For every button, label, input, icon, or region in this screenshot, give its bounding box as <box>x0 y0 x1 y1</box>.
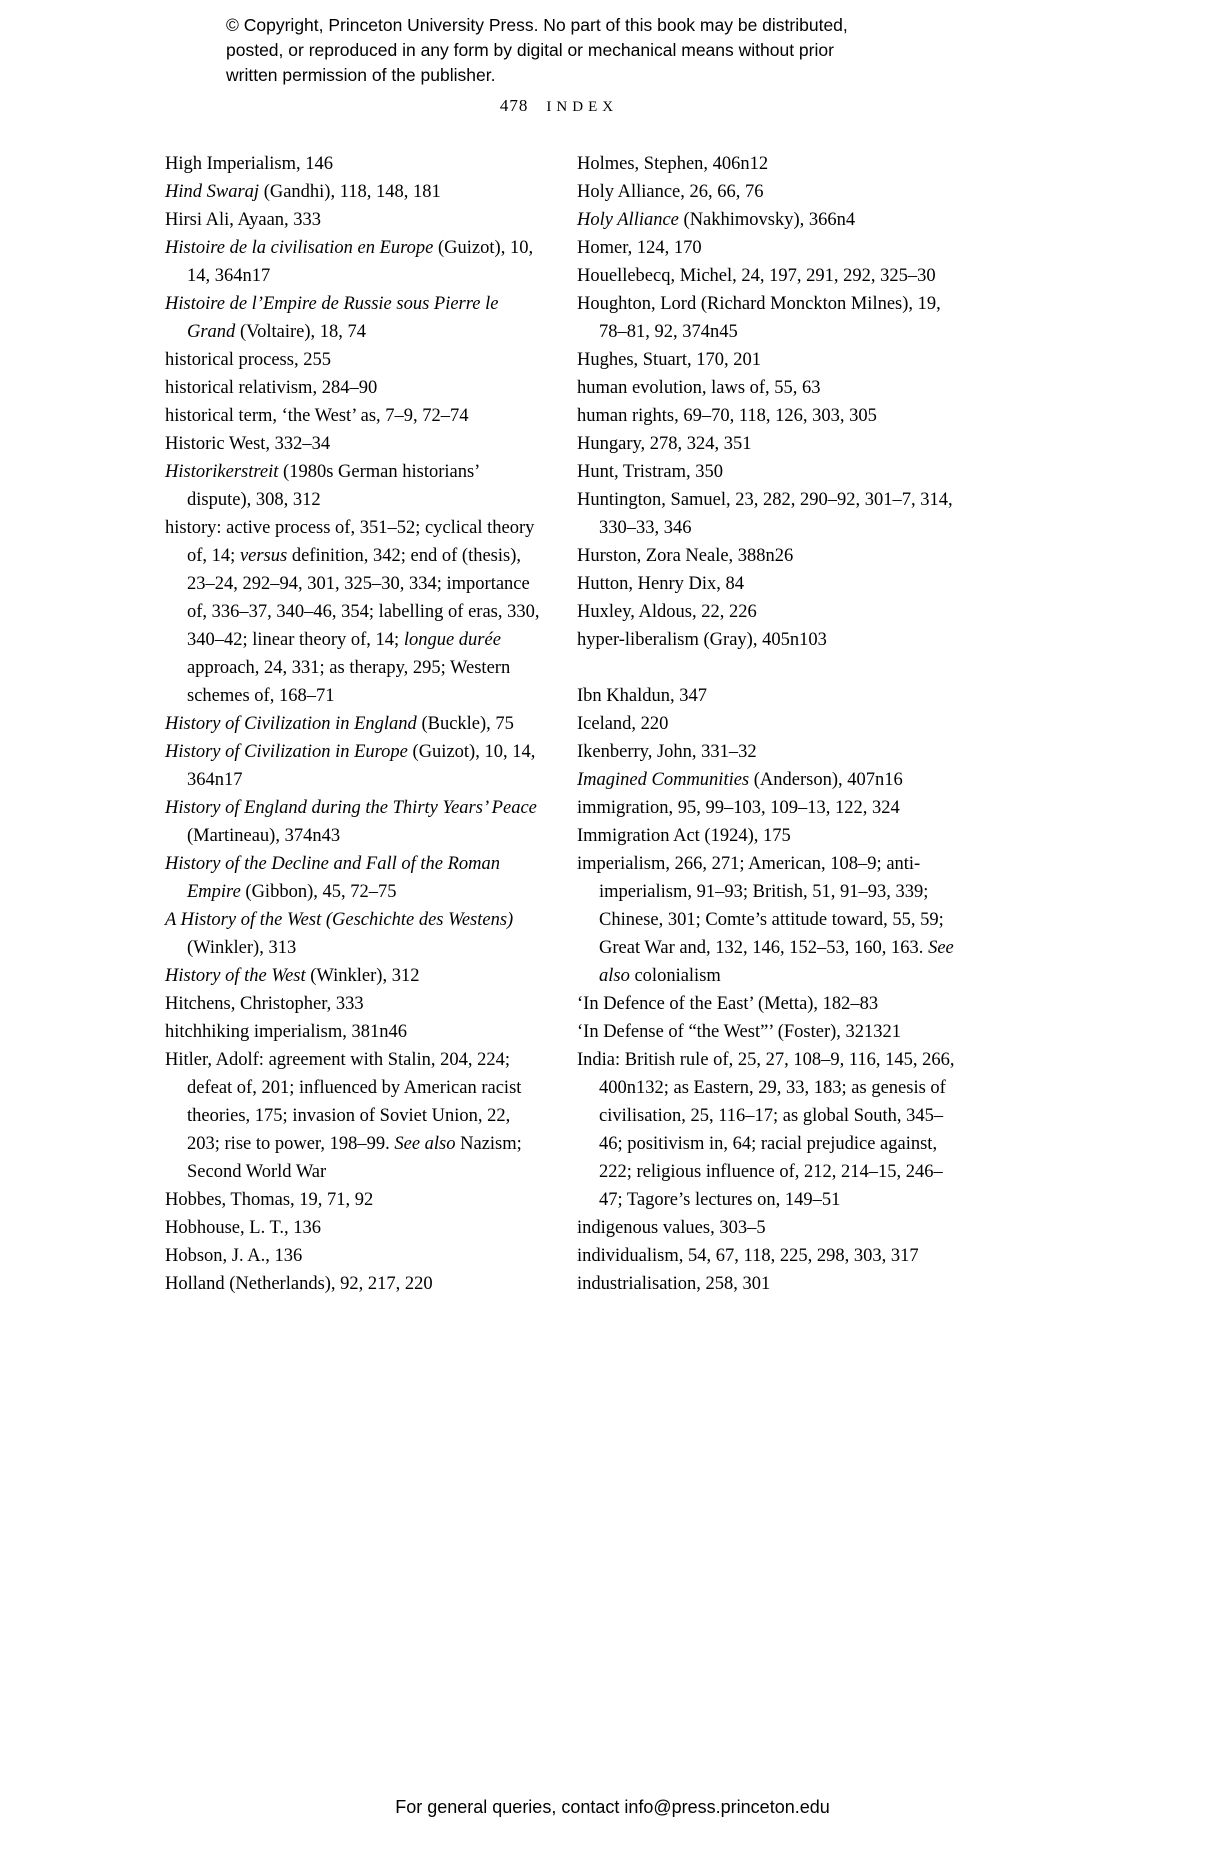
entry-text: (Martineau), 374n43 <box>187 826 341 846</box>
entry-text: Hunt, Tristram, 350 <box>577 462 723 482</box>
index-entry <box>577 1046 957 1214</box>
entry-text: ‘In Defence of the East’ (Metta), 182–83 <box>577 994 879 1014</box>
entry-text: Ibn Khaldun, 347 <box>577 686 707 706</box>
index-entry <box>577 178 957 206</box>
index-entry <box>577 1270 957 1298</box>
entry-text: colonialism <box>629 966 721 986</box>
entry-text: hyper-liberalism (Gray), 405n103 <box>577 630 827 650</box>
index-entry <box>165 1214 545 1242</box>
index-entry <box>577 262 957 290</box>
entry-text: (Gandhi), 118, 148, 181 <box>259 182 441 202</box>
index-entry <box>577 458 957 486</box>
entry-text: Hind Swaraj <box>165 182 260 202</box>
footer-contact-text: For general queries, contact info@press.princeton.edu <box>395 1797 830 1817</box>
entry-text: (Guizot), 10, 14, 364n17 <box>187 238 534 286</box>
entry-text: Ikenberry, John, 331–32 <box>577 742 757 762</box>
entry-text: historical process, 255 <box>165 350 331 370</box>
index-column-left <box>165 150 545 1298</box>
index-entry <box>577 822 957 850</box>
entry-text: (Winkler), 313 <box>187 938 297 958</box>
index-entry <box>165 1018 545 1046</box>
entry-text: (Guizot), 10, 14, 364n17 <box>187 742 536 790</box>
entry-text: Hobhouse, L. T., 136 <box>165 1218 322 1238</box>
entry-text: Hobbes, Thomas, 19, 71, 92 <box>165 1190 374 1210</box>
entry-text: (Anderson), 407n16 <box>749 770 903 790</box>
entry-text: Historikerstreit <box>165 462 279 482</box>
entry-text: approach, 24, 331; as therapy, 295; Western schemes of, 168–71 <box>187 658 511 706</box>
entry-text: human evolution, laws of, 55, 63 <box>577 378 821 398</box>
index-column-right <box>577 150 957 1298</box>
section-title: INDEX <box>546 99 619 115</box>
index-entry <box>577 990 957 1018</box>
index-entry <box>577 486 957 542</box>
entry-text: Immigration Act (1924), 175 <box>577 826 791 846</box>
index-entry <box>577 346 957 374</box>
index-entry <box>165 710 545 738</box>
entry-text: Huxley, Aldous, 22, 226 <box>577 602 757 622</box>
entry-text: History of the Decline and Fall of the Roman Empire <box>165 854 500 902</box>
index-entry <box>165 1046 545 1186</box>
index-entry <box>165 1242 545 1270</box>
index-entry <box>165 906 545 962</box>
entry-text: History of Civilization in England <box>165 714 417 734</box>
index-entry <box>165 430 545 458</box>
index-entry <box>165 346 545 374</box>
index-entry <box>165 402 545 430</box>
index-entry <box>577 1242 957 1270</box>
index-entry <box>577 1214 957 1242</box>
entry-text: See also <box>394 1134 456 1154</box>
entry-text: Historic West, 332–34 <box>165 434 331 454</box>
index-entry <box>577 374 957 402</box>
entry-text: See also <box>599 938 954 986</box>
index-entry <box>577 794 957 822</box>
entry-text: Huntington, Samuel, 23, 282, 290–92, 301–7, 314, 330–33, 346 <box>577 490 953 538</box>
entry-text: Holmes, Stephen, 406n12 <box>577 154 769 174</box>
entry-text: versus <box>239 546 288 566</box>
entry-text: Histoire de l’Empire de Russie sous Pierre le Grand <box>165 294 499 342</box>
entry-text: (Winkler), 312 <box>305 966 420 986</box>
index-entry <box>577 430 957 458</box>
index-entry <box>577 206 957 234</box>
index-entry <box>577 710 957 738</box>
index-entry <box>577 682 957 710</box>
entry-text: Hitler, Adolf: agreement with Stalin, 204, 224; defeat of, 201; influenced by American racist theories, 175; invasion of Soviet Union, 22, 203; rise to power, 198–99. <box>165 1050 522 1154</box>
entry-text: History of Civilization in Europe <box>165 742 408 762</box>
entry-text: individualism, 54, 67, 118, 225, 298, 303, 317 <box>577 1246 919 1266</box>
entry-text: Holy Alliance <box>577 210 679 230</box>
entry-text: Nazism; Second World War <box>187 1134 522 1182</box>
entry-text: hitchhiking imperialism, 381n46 <box>165 1022 408 1042</box>
index-entry <box>577 402 957 430</box>
entry-text: Homer, 124, 170 <box>577 238 702 258</box>
entry-text: Iceland, 220 <box>577 714 669 734</box>
index-entry <box>165 234 545 290</box>
index-entry <box>577 234 957 262</box>
running-head <box>165 96 953 116</box>
index-entry <box>165 738 545 794</box>
index-entry <box>165 178 545 206</box>
index-entry <box>165 374 545 402</box>
entry-text: historical term, ‘the West’ as, 7–9, 72–74 <box>165 406 469 426</box>
entry-text: High Imperialism, 146 <box>165 154 334 174</box>
index-entry <box>577 850 957 990</box>
entry-text: Hirsi Ali, Ayaan, 333 <box>165 210 322 230</box>
index-entry <box>165 514 545 710</box>
index-entry <box>577 542 957 570</box>
entry-text: definition, 342; end of (thesis), 23–24, 292–94, 301, 325–30, 334; importance of, 336–37, 340–46, 354; labelling of eras, 330, 340–42; linear theory of, 14; <box>187 546 540 650</box>
entry-text: ‘In Defense of “the West”’ (Foster), 321321 <box>577 1022 902 1042</box>
copyright-notice: © Copyright, Princeton University Press. No part of this book may be distributed, posted, or reproduced in any form by digital or mechanical means without prior written permission of the publisher. <box>226 15 848 85</box>
entry-text: Hurston, Zora Neale, 388n26 <box>577 546 794 566</box>
entry-text: immigration, 95, 99–103, 109–13, 122, 324 <box>577 798 900 818</box>
index-entry <box>165 150 545 178</box>
index-entry <box>165 290 545 346</box>
entry-text: A History of the West (Geschichte des Westens) <box>165 910 514 930</box>
index-entry <box>165 962 545 990</box>
index-entry <box>577 150 957 178</box>
entry-text: History of England during the Thirty Years’ Peace <box>165 798 537 818</box>
entry-text: Houghton, Lord (Richard Monckton Milnes), 19, 78–81, 92, 374n45 <box>577 294 941 342</box>
footer-contact-line <box>0 1797 1225 1818</box>
entry-text: historical relativism, 284–90 <box>165 378 378 398</box>
page-number: 478 <box>499 96 529 115</box>
entry-text: History of the West <box>165 966 306 986</box>
index-entry <box>165 1270 545 1298</box>
index-gap <box>577 654 957 682</box>
entry-text: Holland (Netherlands), 92, 217, 220 <box>165 1274 433 1294</box>
index-entry <box>577 290 957 346</box>
entry-text: industrialisation, 258, 301 <box>577 1274 771 1294</box>
entry-text: history: active process of, 351–52; cyclical theory of, 14; <box>165 518 535 566</box>
entry-text: Houellebecq, Michel, 24, 197, 291, 292, 325–30 <box>577 266 936 286</box>
index-entry <box>577 1018 957 1046</box>
index-entry <box>165 990 545 1018</box>
entry-text: Holy Alliance, 26, 66, 76 <box>577 182 764 202</box>
index-entry <box>165 458 545 514</box>
entry-text: (Nakhimovsky), 366n4 <box>678 210 856 230</box>
entry-text: human rights, 69–70, 118, 126, 303, 305 <box>577 406 877 426</box>
entry-text: (Buckle), 75 <box>416 714 514 734</box>
index-entry <box>577 570 957 598</box>
entry-text: Histoire de la civilisation en Europe <box>165 238 434 258</box>
index-columns <box>165 150 957 1298</box>
entry-text: (1980s German historians’ dispute), 308, 312 <box>187 462 479 510</box>
entry-text: indigenous values, 303–5 <box>577 1218 766 1238</box>
index-entry <box>165 1186 545 1214</box>
entry-text: India: British rule of, 25, 27, 108–9, 116, 145, 266, 400n132; as Eastern, 29, 33, 183; as genesis of civilisation, 25, 116–17; as global South, 345–46; positivism in, 64; racial prejudice against, 222; religious influence of, 212, 214–15, 246–47; Tagore’s lectures on, 149–51 <box>577 1050 955 1210</box>
entry-text: Hughes, Stuart, 170, 201 <box>577 350 761 370</box>
index-entry <box>165 794 545 850</box>
entry-text: Hungary, 278, 324, 351 <box>577 434 752 454</box>
entry-text: Imagined Communities <box>577 770 750 790</box>
index-entry <box>577 626 957 654</box>
entry-text: imperialism, 266, 271; American, 108–9; anti-imperialism, 91–93; British, 51, 91–93, 339; Chinese, 301; Comte’s attitude toward, 55, 59; Great War and, 132, 146, 152–53, 160, 163. <box>577 854 944 958</box>
index-entry <box>165 850 545 906</box>
entry-text: (Voltaire), 18, 74 <box>235 322 366 342</box>
entry-text: Hutton, Henry Dix, 84 <box>577 574 744 594</box>
entry-text: Hobson, J. A., 136 <box>165 1246 303 1266</box>
index-entry <box>577 598 957 626</box>
index-entry <box>577 766 957 794</box>
index-entry <box>165 206 545 234</box>
index-entry <box>577 738 957 766</box>
entry-text: (Gibbon), 45, 72–75 <box>240 882 397 902</box>
entry-text: Hitchens, Christopher, 333 <box>165 994 364 1014</box>
entry-text: longue durée <box>403 630 501 650</box>
